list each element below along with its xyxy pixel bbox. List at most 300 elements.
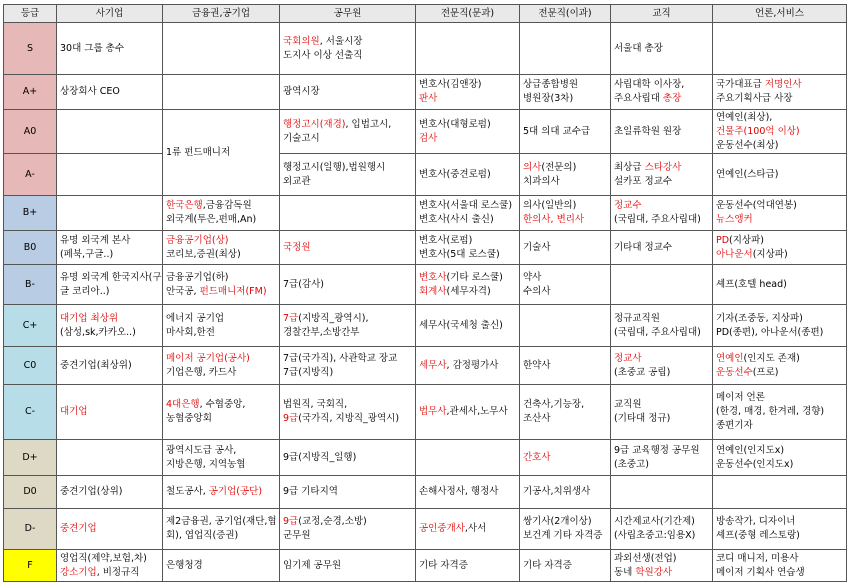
cell-text: 운동선수(인지도x) — [716, 458, 794, 470]
cell-line — [419, 168, 516, 182]
cell-line — [614, 326, 709, 340]
header-law: 전문직(문과) — [416, 5, 520, 23]
highlight-text: 정교수 — [614, 200, 642, 211]
cell-text: (국가직, 지방직_광역시) — [298, 413, 400, 424]
cell-text: 변호사(중견로펌) — [419, 168, 491, 180]
cell-text: , 감정평가사 — [446, 359, 499, 371]
cell-sci — [520, 476, 611, 509]
cell-text: 동네 — [614, 566, 636, 578]
highlight-text: 대기업 — [60, 406, 88, 417]
highlight-text: 국정원 — [283, 241, 311, 253]
cell-line — [166, 326, 276, 340]
cell-public — [280, 476, 416, 509]
cell-law — [416, 440, 520, 476]
cell-line — [283, 451, 412, 465]
cell-line — [716, 78, 843, 92]
cell-text: 지방은행, 지역농협 — [166, 458, 246, 470]
row-f — [4, 550, 847, 582]
cell-media — [713, 347, 847, 385]
cell-line — [60, 405, 159, 419]
cell-teach — [611, 440, 713, 476]
cell-sci — [520, 154, 611, 196]
cell-private — [57, 305, 163, 347]
header-grade: 등급 — [4, 5, 57, 23]
cell-teach — [611, 75, 713, 110]
cell-line — [523, 161, 607, 175]
cell-line — [523, 125, 607, 139]
cell-private — [57, 75, 163, 110]
cell-line — [419, 319, 516, 333]
highlight-text: PD — [716, 234, 730, 246]
row-a-minus — [4, 154, 847, 196]
cell-line — [614, 241, 709, 255]
cell-line — [60, 85, 159, 99]
row-a-plus — [4, 75, 847, 110]
highlight-text: 한의사, 변리사 — [523, 214, 585, 225]
cell-text: , 입법고시, — [345, 118, 392, 130]
cell-media — [713, 476, 847, 509]
cell-line — [614, 199, 709, 213]
cell-sci — [520, 75, 611, 110]
cell-line — [716, 278, 843, 292]
cell-sci — [520, 231, 611, 265]
cell-text: 서울대 총장 — [614, 42, 663, 54]
highlight-text: 정교사 — [614, 352, 642, 364]
cell-line — [283, 118, 412, 132]
cell-public — [280, 265, 416, 305]
cell-line — [60, 234, 159, 248]
cell-law — [416, 75, 520, 110]
cell-line — [166, 352, 276, 366]
cell-law — [416, 385, 520, 440]
cell-line — [523, 175, 607, 189]
highlight-text: 판사 — [419, 93, 438, 104]
cell-public — [280, 347, 416, 385]
cell-finance — [163, 347, 280, 385]
cell-text: (지상파) — [752, 248, 788, 260]
cell-line — [523, 78, 607, 92]
cell-line — [166, 485, 276, 499]
cell-line — [60, 522, 159, 536]
cell-text: 기타 자격증 — [419, 559, 468, 571]
cell-text: 행정고시(일행),법원행시 — [283, 161, 386, 173]
highlight-text: 공인중개사 — [419, 523, 465, 534]
cell-law — [416, 550, 520, 582]
cell-line — [283, 412, 412, 426]
cell-text: 수의사 — [523, 285, 551, 297]
cell-line — [166, 213, 276, 227]
grade-cell: B+ — [4, 196, 57, 231]
cell-line — [283, 35, 412, 49]
highlight-text: 공기업(공단) — [208, 486, 263, 497]
grade-cell: B- — [4, 265, 57, 305]
cell-text: (세무자격) — [446, 285, 491, 297]
cell-line — [716, 391, 843, 405]
cell-line — [166, 366, 276, 380]
cell-line — [523, 398, 607, 412]
row-b-plus — [4, 196, 847, 231]
grade-cell: D0 — [4, 476, 57, 509]
grade-cell: F — [4, 550, 57, 582]
cell-text: 제2금융권, 공기업(재단,협 — [166, 516, 277, 527]
cell-media — [713, 196, 847, 231]
cell-private — [57, 440, 163, 476]
cell-line — [716, 405, 843, 419]
cell-line — [716, 352, 843, 366]
highlight-text: 의사 — [523, 161, 542, 173]
cell-teach — [611, 231, 713, 265]
cell-text: 9급(지방직_일행) — [283, 451, 357, 463]
cell-text: 영업직(제약,보험,차) — [60, 552, 147, 564]
cell-text: 안국공, — [166, 285, 200, 297]
cell-sci — [520, 347, 611, 385]
cell-text: 중견기업(최상위) — [60, 359, 132, 371]
cell-private — [57, 110, 163, 154]
cell-text: 농협중앙회 — [166, 413, 212, 424]
highlight-text: 간호사 — [523, 451, 551, 463]
cell-text: 변호사(서울대 로스쿨) — [419, 200, 513, 211]
cell-line — [523, 359, 607, 373]
cell-line — [614, 125, 709, 139]
cell-text: 9급 교육행정 공무원 — [614, 444, 700, 456]
cell-media — [713, 265, 847, 305]
cell-text: 기자(조중동, 지상파) — [716, 312, 803, 324]
cell-line — [523, 529, 607, 543]
cell-text: 광역시도급 공사, — [166, 444, 237, 456]
highlight-text: 메이저 공기업(공사) — [166, 352, 250, 364]
grade-cell: A- — [4, 154, 57, 196]
cell-line — [419, 118, 516, 132]
header-public: 공무원 — [280, 5, 416, 23]
cell-line — [283, 49, 412, 63]
cell-text: (지방직_광역시), — [298, 312, 369, 324]
cell-law — [416, 231, 520, 265]
cell-text: 치과의사 — [523, 175, 560, 187]
cell-law — [416, 265, 520, 305]
cell-text: 연예인(인지도x) — [716, 444, 785, 456]
cell-text: 손해사정사, 행정사 — [419, 486, 499, 497]
cell-law — [416, 196, 520, 231]
cell-line — [716, 458, 843, 472]
cell-text: 교직원 — [614, 399, 642, 410]
cell-media — [713, 231, 847, 265]
cell-line — [523, 485, 607, 499]
cell-media — [713, 75, 847, 110]
job-grade-table — [3, 4, 847, 582]
cell-sci — [520, 385, 611, 440]
cell-line — [283, 515, 412, 529]
cell-public — [280, 110, 416, 154]
highlight-text: 중견기업 — [60, 523, 97, 534]
cell-line — [614, 529, 709, 543]
cell-line — [419, 132, 516, 146]
cell-line — [614, 515, 709, 529]
row-a0 — [4, 110, 847, 154]
cell-text: 초일류학원 원장 — [614, 125, 682, 137]
cell-finance — [163, 509, 280, 550]
cell-line — [60, 552, 159, 566]
grade-cell: C- — [4, 385, 57, 440]
cell-sci — [520, 305, 611, 347]
cell-line — [283, 132, 412, 146]
cell-text: 연예인(최상), — [716, 111, 773, 123]
cell-text: 군무원 — [283, 530, 311, 541]
row-s — [4, 23, 847, 75]
cell-line — [283, 352, 412, 366]
grade-cell: A0 — [4, 110, 57, 154]
highlight-text: 총장 — [662, 93, 682, 104]
highlight-text: 세무사 — [419, 359, 447, 371]
cell-text: 코리보,증권(최상) — [166, 248, 241, 260]
cell-line — [283, 559, 412, 573]
cell-line — [523, 451, 607, 465]
cell-law — [416, 305, 520, 347]
highlight-text: 검사 — [419, 132, 438, 144]
cell-public — [280, 440, 416, 476]
cell-public — [280, 196, 416, 231]
cell-line — [614, 352, 709, 366]
cell-line — [716, 444, 843, 458]
cell-text: 글 코리아..) — [60, 285, 110, 297]
highlight-text: 금융공기업(상) — [166, 234, 229, 246]
cell-line — [523, 412, 607, 426]
cell-media — [713, 509, 847, 550]
cell-line — [716, 234, 843, 248]
cell-text: 주요사립대 — [614, 93, 663, 104]
grade-cell: C0 — [4, 347, 57, 385]
cell-text: (한경, 매경, 한겨레, 경향) — [716, 406, 825, 417]
cell-public — [280, 550, 416, 582]
cell-line — [716, 139, 843, 153]
cell-line — [166, 146, 276, 160]
cell-text: 병원장(3차) — [523, 93, 574, 104]
cell-line — [523, 241, 607, 255]
highlight-text: 행정고시(재경) — [283, 118, 346, 130]
cell-text: 은행청경 — [166, 559, 203, 571]
cell-text: 의사(일반의) — [523, 200, 577, 211]
cell-text: 약사 — [523, 271, 542, 283]
cell-finance — [163, 305, 280, 347]
cell-text: 외교관 — [283, 175, 311, 187]
highlight-text: 운동선수 — [716, 366, 753, 378]
cell-text: (기타대 정규) — [614, 413, 671, 424]
cell-line — [60, 248, 159, 262]
cell-text: (페북,구글..) — [60, 248, 114, 260]
cell-line — [419, 522, 516, 536]
cell-text: 설카포 정교수 — [614, 175, 673, 187]
highlight-text: 펀드매니저(FM) — [199, 285, 267, 297]
cell-finance — [163, 550, 280, 582]
cell-finance — [163, 75, 280, 110]
cell-line — [283, 85, 412, 99]
cell-text: 셰프(호텔 head) — [716, 278, 787, 290]
cell-text: 도지사 이상 선출직 — [283, 49, 363, 61]
cell-sci — [520, 440, 611, 476]
cell-line — [166, 515, 276, 529]
cell-finance — [163, 440, 280, 476]
cell-text: 변호사(김앤장) — [419, 79, 482, 90]
cell-text: 최상급 — [614, 161, 645, 173]
cell-teach — [611, 476, 713, 509]
cell-text: 상급종합병원 — [523, 79, 579, 90]
cell-line — [60, 312, 159, 326]
cell-line — [614, 175, 709, 189]
cell-text: 셰프(중형 레스토랑) — [716, 530, 800, 541]
cell-line — [419, 485, 516, 499]
cell-line — [166, 199, 276, 213]
cell-media — [713, 110, 847, 154]
cell-teach — [611, 347, 713, 385]
grade-cell: D+ — [4, 440, 57, 476]
cell-text: 조산사 — [523, 413, 551, 424]
cell-text: 변호사(사시 출신) — [419, 214, 494, 225]
highlight-text: 강소기업 — [60, 566, 97, 578]
cell-line — [716, 326, 843, 340]
row-b-minus — [4, 265, 847, 305]
cell-finance — [163, 110, 280, 196]
highlight-text: 스타강사 — [644, 161, 682, 173]
cell-text: 메이저 기획사 연습생 — [716, 566, 805, 578]
cell-media — [713, 23, 847, 75]
cell-line — [614, 213, 709, 227]
row-d0 — [4, 476, 847, 509]
cell-line — [614, 42, 709, 56]
cell-line — [283, 485, 412, 499]
cell-text: 기공사,치위생사 — [523, 486, 591, 497]
cell-line — [283, 366, 412, 380]
cell-public — [280, 509, 416, 550]
cell-text: (전문의) — [541, 161, 577, 173]
cell-line — [419, 92, 516, 106]
cell-sci — [520, 265, 611, 305]
row-d-plus — [4, 440, 847, 476]
cell-text: 에너지 공기업 — [166, 312, 225, 324]
cell-private — [57, 509, 163, 550]
row-d-minus — [4, 509, 847, 550]
cell-text: 방송작가, 디자이너 — [716, 516, 796, 527]
grade-cell: S — [4, 23, 57, 75]
cell-line — [419, 285, 516, 299]
cell-line — [523, 285, 607, 299]
grade-cell: A+ — [4, 75, 57, 110]
highlight-text: 회계사 — [419, 285, 447, 297]
cell-teach — [611, 385, 713, 440]
cell-line — [283, 312, 412, 326]
cell-text: 7급(지방직) — [283, 366, 334, 378]
cell-law — [416, 509, 520, 550]
cell-public — [280, 75, 416, 110]
cell-text: 7급(국가직), 사관학교 장교 — [283, 352, 398, 364]
cell-text: 5대 의대 교수급 — [523, 125, 591, 137]
cell-text: 운동선수(최상) — [716, 139, 779, 151]
highlight-text: 9급 — [283, 516, 299, 527]
cell-text: (초중고) — [614, 458, 649, 470]
cell-teach — [611, 265, 713, 305]
cell-line — [523, 559, 607, 573]
cell-media — [713, 550, 847, 582]
cell-text: 상장회사 CEO — [60, 86, 120, 97]
highlight-text: 법무사 — [419, 406, 447, 417]
cell-line — [716, 111, 843, 125]
cell-sci — [520, 23, 611, 75]
cell-text: ,사서 — [464, 523, 487, 534]
cell-text: 변호사(대형로펌) — [419, 118, 491, 130]
cell-private — [57, 196, 163, 231]
cell-text: 기술사 — [523, 241, 551, 253]
cell-private — [57, 550, 163, 582]
cell-finance — [163, 196, 280, 231]
cell-line — [523, 271, 607, 285]
cell-line — [166, 398, 276, 412]
cell-line — [166, 559, 276, 573]
cell-line — [716, 199, 843, 213]
cell-text: 회), 엽업직(증권) — [166, 530, 239, 541]
cell-line — [614, 312, 709, 326]
cell-line — [716, 92, 843, 106]
cell-private — [57, 347, 163, 385]
highlight-text: 9급 — [283, 413, 299, 424]
highlight-text: 대기업 최상위 — [60, 312, 119, 324]
cell-line — [614, 161, 709, 175]
highlight-text: 한국은행 — [166, 200, 203, 211]
cell-line — [523, 199, 607, 213]
cell-line — [166, 444, 276, 458]
cell-line — [614, 78, 709, 92]
cell-text: (인지도 존재) — [743, 352, 800, 364]
cell-media — [713, 305, 847, 347]
cell-text: 사립대학 이사장, — [614, 79, 685, 90]
cell-text: 유명 외국계 본사 — [60, 234, 131, 246]
cell-line — [60, 271, 162, 285]
cell-text: 법원직, 국회직, — [283, 399, 348, 410]
grade-cell: D- — [4, 509, 57, 550]
cell-text: (프로) — [752, 366, 779, 378]
highlight-text: 뉴스앵커 — [716, 214, 753, 225]
cell-private — [57, 23, 163, 75]
cell-text: 중견기업(상위) — [60, 486, 123, 497]
cell-teach — [611, 305, 713, 347]
cell-line — [716, 248, 843, 262]
cell-text: 광역시장 — [283, 86, 320, 97]
cell-text: 정규교직원 — [614, 312, 660, 324]
cell-public — [280, 154, 416, 196]
cell-media — [713, 154, 847, 196]
cell-line — [614, 92, 709, 106]
cell-text: 쌍기사(2개이상) — [523, 516, 592, 527]
cell-text: (초중교 공립) — [614, 366, 671, 378]
cell-line — [60, 326, 159, 340]
cell-law — [416, 154, 520, 196]
cell-public — [280, 305, 416, 347]
highlight-text: 7급 — [283, 312, 299, 324]
cell-text: 연예인(스타급) — [716, 168, 779, 180]
cell-line — [716, 515, 843, 529]
cell-text: 임기제 공무원 — [283, 559, 342, 571]
cell-line — [419, 213, 516, 227]
cell-line — [419, 248, 516, 262]
cell-text: 한약사 — [523, 359, 551, 371]
cell-text: 30대 그룹 총수 — [60, 42, 125, 54]
cell-line — [419, 359, 516, 373]
cell-public — [280, 385, 416, 440]
cell-text: 기업은행, 카드사 — [166, 366, 237, 378]
cell-text: 메이저 언론 — [716, 392, 765, 403]
cell-text: , 서울시장 — [319, 35, 363, 47]
cell-line — [60, 485, 159, 499]
cell-text: 종편기자 — [716, 420, 753, 431]
header-row — [4, 5, 847, 23]
cell-line — [716, 312, 843, 326]
